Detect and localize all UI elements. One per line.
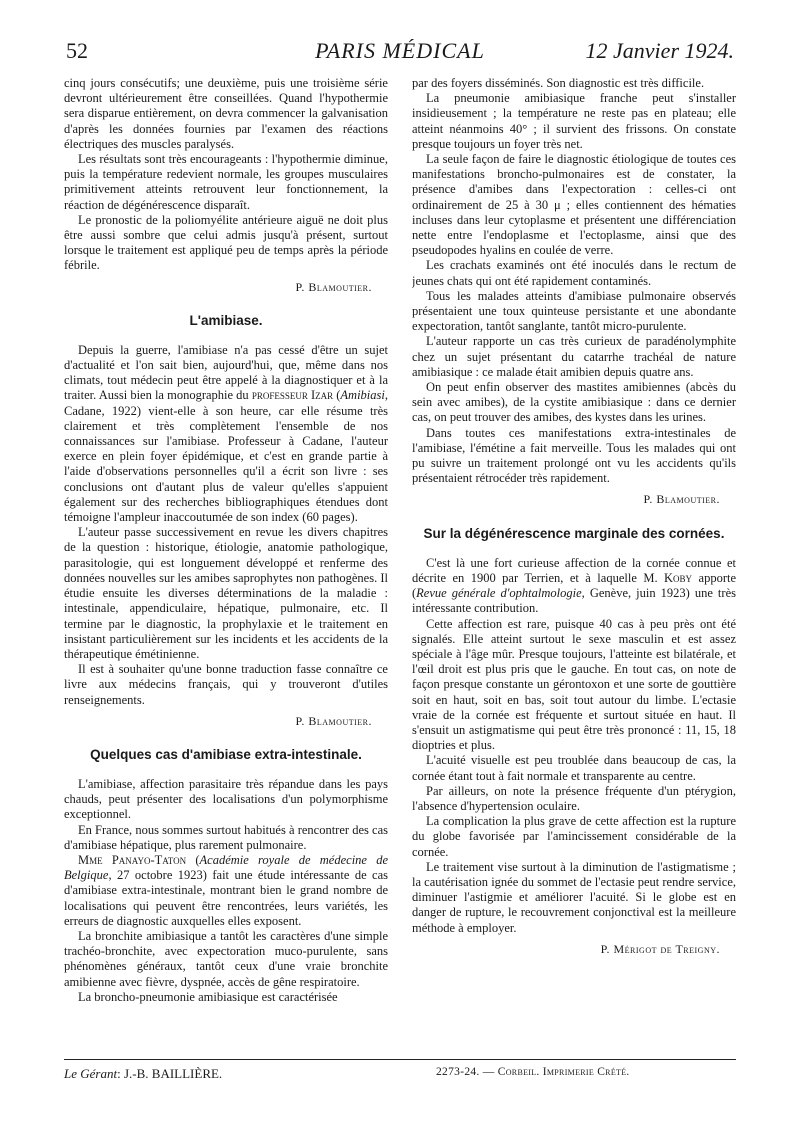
paragraph-text: Depuis la guerre, l'amibiase n'a pas cessé d'être un sujet d'actualité et l'on sait bien, aujourd'hui, que, même dans nos climats, tout médecin peut être appelé à la diagnostiquer et à la traiter. Aussi bien la monographie du xyxy=(64,342,388,403)
paragraph xyxy=(64,343,388,525)
paragraph xyxy=(412,556,736,617)
paragraph: cinq jours consécutifs; une deuxième, puis une troisième série devront ultérieurement être conseillées. Quand l'hypothermie sera disparue entièrement, on devra commencer la galvanisation d'après les données fournies par l'examen des réactions électriques des muscles paralysés. xyxy=(64,76,388,151)
paragraph-text: apporte ( xyxy=(412,570,736,601)
paragraph-text: C'est là une fort curieuse affection de la cornée connue et décrite en 1900 par Terrien, et à laquelle xyxy=(412,555,736,585)
journal-title: PARIS MÉDICAL xyxy=(315,38,485,63)
printer-line: 2273-24. — Corbeil. Imprimerie Crété. xyxy=(436,1066,630,1078)
paren: ( xyxy=(333,388,341,403)
author-name: Mme Panayo-Taton xyxy=(78,852,187,867)
paragraph: Les crachats examinés ont été inoculés dans le rectum de jeunes chats qui ont été rapidement contaminés. xyxy=(412,258,736,288)
gerant-line xyxy=(64,1066,222,1082)
work-title: Amibiasi xyxy=(340,388,385,403)
paragraph: L'auteur rapporte un cas très curieux de paradénolymphite chez un sujet présentant du catarrhe trachéal de nature amibiasique : ce malade était amibien depuis quatre ans. xyxy=(412,334,736,379)
paragraph xyxy=(64,853,388,929)
paragraph: Cette affection est rare, puisque 40 cas à peu près ont été signalés. Elle atteint surtout le sexe masculin et est assez spéciale à l'âge mûr. Presque toujours, l'atteinte est bilatérale, et l'œil droit est plus pris que le gauche. En tout cas, on note de façon presque constante un gérontoxon et une sorte de gouttière soit en haut, soit en bas, soit tout autour du limbe. L'ectasie vraie de la cornée est fréquente et surtout située en haut. Il s'ensuit un astigmatisme qui peut être très prononcé : 11, 15, 18 dioptries et plus. xyxy=(412,616,736,753)
paragraph-text: , Genève, juin 1923) une très intéressante contribution. xyxy=(412,586,736,616)
footer-rule xyxy=(64,1059,736,1060)
page-number: 52 xyxy=(66,38,88,63)
paragraph: par des foyers disséminés. Son diagnostic est très difficile. xyxy=(412,76,705,90)
issue-date: 12 Janvier 1924. xyxy=(585,38,734,63)
paragraph: Il est à souhaiter qu'une bonne traduction fasse connaître ce livre aux médecins français, qui y trouveront d'utiles renseignements. xyxy=(64,662,388,707)
page-footer xyxy=(64,1066,736,1086)
paragraph: En France, nous sommes surtout habitués à rencontrer des cas d'amibiase hépatique, plus rarement pulmonaire. xyxy=(64,822,388,852)
signature: P. Blamoutier. xyxy=(295,279,372,294)
signature: P. Blamoutier. xyxy=(643,492,720,507)
paragraph: Par ailleurs, on note la présence fréquente d'un ptérygion, l'absence d'hypertension oculaire. xyxy=(412,783,736,813)
paragraph-text: , 27 octobre 1923) fait une étude intéressante de cas d'amibiase extra-intestinale, montrant bien le grand nombre de localisations qui peuvent être rencontrées, leurs variétés, les erreurs de diagnostic auxquelles elles exposent. xyxy=(64,868,388,928)
paragraph: La seule façon de faire le diagnostic étiologique de toutes ces manifestations broncho-pulmonaires est de constater, la présence d'amibes dans l'expectoration : celles-ci ont ordinairement de 25 à 30 μ ; elles contiennent des hématies incluses dans leur cytoplasme et présentent une différenciation nette entre l'endoplasme et l'ectoplasme, ainsi que des pseudopodes hyalins en coulée de verre. xyxy=(412,152,736,258)
paragraph: L'auteur passe successivement en revue les divers chapitres de la question : historique, étiologie, anatomie pathologique, parasitologie, qui est longuement développé et renferme des données nouvelles sur les amibes saprophytes non pathogènes. Il étudie ensuite les diverses déterminations de la maladie : intestinale, appendiculaire, hépatique, pulmonaire, etc. Il termine par le diagnostic, la prophylaxie et le traitement en insistant particulièrement sur les incidents et les accidents de la thérapeutique émétinienne. xyxy=(64,525,388,661)
paragraph: Le pronostic de la poliomyélite antérieure aiguë ne doit plus être aussi sombre que celui admis jusqu'à présent, surtout lorsque le traitement est appliqué peu de temps après la période fébrile. xyxy=(64,212,388,273)
author-name: M. Koby xyxy=(643,570,693,585)
paragraph: On peut enfin observer des mastites amibiennes (abcès du sein avec amibes), de la cystite amibiasique : dans ce dernier cas, on peut trouver des amibes, des kystes dans les urines. xyxy=(412,380,736,425)
paragraph: L'acuité visuelle est peu troublée dans beaucoup de cas, la cornée étant tout à fait normale et transparente au centre. xyxy=(412,753,736,783)
paren: ( xyxy=(186,852,200,867)
paragraph-text: , Cadane, 1922) vient-elle à son heure, car elle résume très clairement et très complètement l'ensemble de nos connaissances sur l'amibiase. Professeur à Cadane, l'auteur exerce en plein foyer épidémique, et c'est en grande partie à l'aide d'observations personnelles qu'il a écrit son livre : ses conclusions ont d'autant plus de valeur qu'elles s'appuient également sur des recherches bibliographiques étendues dont témoigne l'ampleur inaccoutumée de son index (60 pages). xyxy=(64,388,388,525)
section-title: L'amibiase. xyxy=(189,312,263,328)
paragraph: Le traitement vise surtout à la diminution de l'astigmatisme ; la cautérisation ignée du sommet de l'ectasie peut rendre service, diminuer l'astigmie et améliorer l'acuité. Si le globe est en danger de rupture, le recouvrement conjonctival est la meilleure méthode à employer. xyxy=(412,859,736,935)
paragraph: Dans toutes ces manifestations extra-intestinales de l'amibiase, l'émétine a fait merveille. Tous les malades qui ont pu suivre un traitement prolongé ont vu les accidents qu'ils présentaient rétrocéder très rapidement. xyxy=(412,425,736,486)
signature: P. Mérigot de Treigny. xyxy=(600,941,720,956)
paragraph: Tous les malades atteints d'amibiase pulmonaire observés présentaient une toux quinteuse persistante et une abondante expectoration, tantôt sanglante, tantôt micro-purulente. xyxy=(412,288,736,334)
page-header xyxy=(66,38,734,66)
paragraph: La pneumonie amibiasique franche peut s'installer insidieusement ; la température ne reste pas en plateau; elle atteint néanmoins 40° ; il survient des frissons. On constate presque toujours un foyer très net. xyxy=(412,91,736,151)
work-title: Revue générale d'ophtalmologie xyxy=(416,586,582,601)
work-title: Académie royale de médecine de Belgique xyxy=(64,852,388,883)
right-column xyxy=(412,76,736,1056)
gerant-label: Le Gérant xyxy=(64,1066,118,1081)
paragraph: La complication la plus grave de cette affection est la rupture du globe favorisée par l'amincissement considérable de la cornée. xyxy=(412,814,736,859)
gerant-colon: : xyxy=(117,1066,124,1081)
section-title: Quelques cas d'amibiase extra-intestinale. xyxy=(90,746,362,762)
author-name: professeur Izar xyxy=(251,388,334,403)
paragraph: L'amibiase, affection parasitaire très répandue dans les pays chauds, peut présenter des localisations d'un polymorphisme exceptionnel. xyxy=(64,776,388,822)
left-column xyxy=(64,76,388,1056)
paragraph: Les résultats sont très encourageants : l'hypothermie diminue, puis la température redevient normale, les groupes musculaires primitivement atteints retrouvent leur fonctionnement, la réaction de dégénérescence disparaît. xyxy=(64,152,388,212)
section-title: Sur la dégénérescence marginale des cornées. xyxy=(423,525,725,541)
paragraph: La bronchite amibiasique a tantôt les caractères d'une simple trachéo-bronchite, avec expectoration muco-purulente, sans phénomènes généraux, tantôt ceux d'une vraie bronchite amibienne avec fièvre, dyspnée, accès de gêne respiratoire. xyxy=(64,928,388,989)
gerant-name: J.-B. BAILLIÈRE. xyxy=(123,1066,223,1081)
signature: P. Blamoutier. xyxy=(295,713,372,728)
paragraph: La broncho-pneumonie amibiasique est caractérisée xyxy=(78,989,338,1004)
